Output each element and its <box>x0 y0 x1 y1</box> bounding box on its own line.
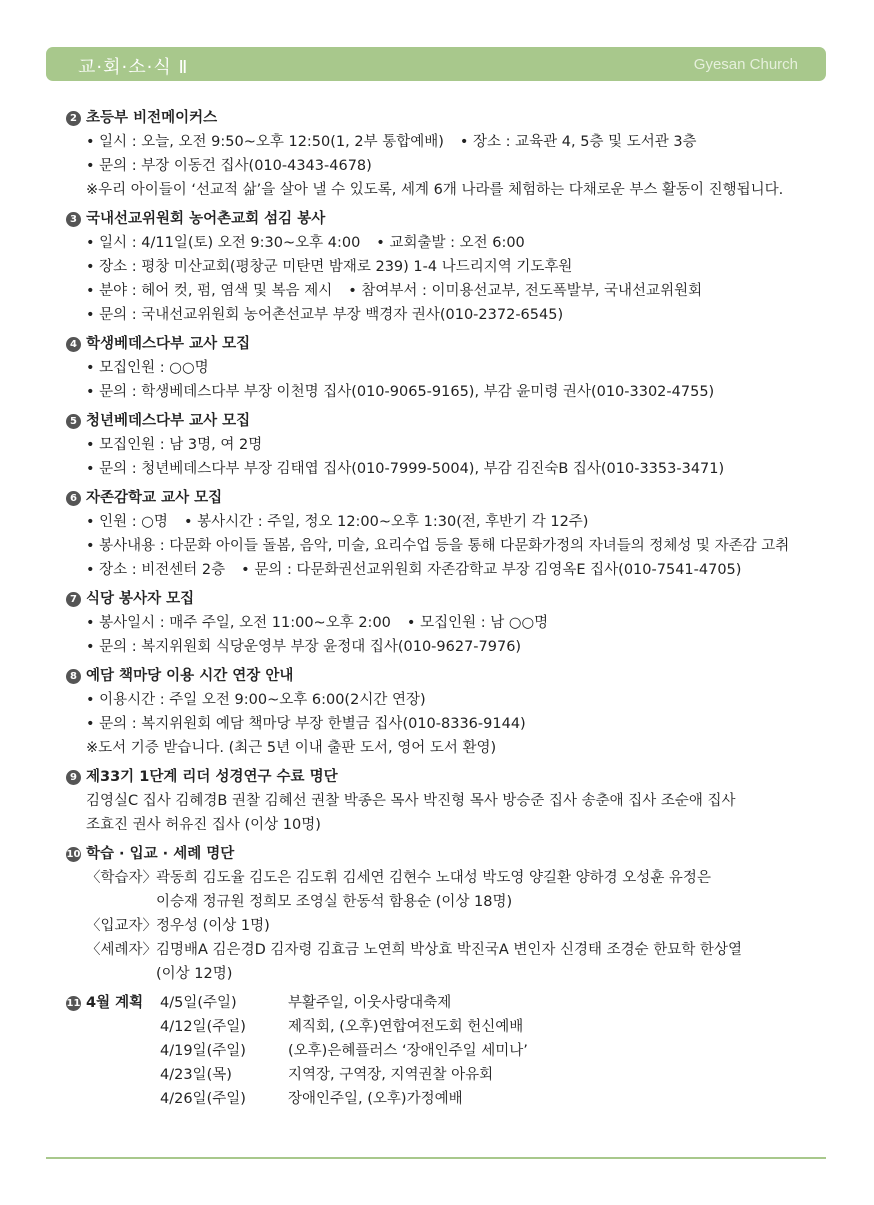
section-line <box>66 558 846 582</box>
section-line <box>66 688 846 712</box>
line-text: 조효진 권사 허유진 집사 (이상 10명) <box>86 817 321 833</box>
section-7 <box>66 587 846 659</box>
section-title: 학습 · 입교 · 세례 명단 <box>86 846 235 862</box>
section-line <box>66 635 846 659</box>
section-4-heading <box>66 332 846 356</box>
section-line <box>66 736 846 760</box>
section-2-heading <box>66 106 846 130</box>
plan-heading-cell <box>66 991 160 1015</box>
section-line <box>66 154 846 178</box>
plan-date: 4/12일(주일) <box>160 1019 246 1035</box>
section-line <box>66 712 846 736</box>
church-name: Gyesan Church <box>693 56 798 73</box>
plan-desc: 부활주일, 이웃사랑대축제 <box>288 995 452 1011</box>
section-line <box>66 255 846 279</box>
line-text: • 문의 : 청년베데스다부 부장 김태엽 집사(010-7999-5004), 부감 김진숙B 집사(010-3353-3471) <box>86 461 725 477</box>
line-text: • 문의 : 복지위원회 예담 책마당 부장 한별금 집사(010-8336-9144) <box>86 716 526 732</box>
news-content <box>66 106 846 1111</box>
section-number-badge: 8 <box>66 669 81 684</box>
section-title: 자존감학교 교사 모집 <box>86 490 223 506</box>
section-3-heading <box>66 207 846 231</box>
plan-row <box>66 1039 846 1063</box>
section-title: 청년베데스다부 교사 모집 <box>86 413 251 429</box>
roster-label: 〈학습자〉 <box>86 870 158 886</box>
section-6 <box>66 486 846 582</box>
section-title: 제33기 1단계 리더 성경연구 수료 명단 <box>86 769 338 785</box>
plan-title: 4월 계획 <box>86 995 144 1011</box>
line-text: • 교회출발 : 오전 6:00 <box>376 235 525 251</box>
section-line <box>66 380 846 404</box>
section-line <box>66 279 846 303</box>
section-title: 식당 봉사자 모집 <box>86 591 195 607</box>
section-8-heading <box>66 664 846 688</box>
line-text: • 인원 : ○명 <box>86 514 168 530</box>
section-7-heading <box>66 587 846 611</box>
section-number-badge: 10 <box>66 848 81 860</box>
plan-row <box>66 1015 846 1039</box>
plan-date: 4/23일(목) <box>160 1067 232 1083</box>
plan-desc: 장애인주일, (오후)가정예배 <box>288 1091 463 1107</box>
line-text: • 장소 : 평창 미산교회(평창군 미탄면 밤재로 239) 1-4 나드리지역 기도후원 <box>86 259 573 275</box>
section-6-heading <box>66 486 846 510</box>
section-line <box>66 178 846 202</box>
line-text: • 모집인원 : 남 3명, 여 2명 <box>86 437 263 453</box>
section-line <box>66 433 846 457</box>
roster-line <box>66 866 846 890</box>
section-line <box>66 130 846 154</box>
plan-heading-cell <box>66 1039 160 1063</box>
line-text: • 문의 : 다문화권선교위원회 자존감학교 부장 김영옥E 집사(010-7541-4705) <box>241 562 742 578</box>
plan-row <box>66 991 846 1015</box>
section-9-heading <box>66 765 846 789</box>
section-line <box>66 231 846 255</box>
page-header <box>46 47 826 81</box>
section-10 <box>66 842 846 986</box>
section-title: 학생베데스다부 교사 모집 <box>86 336 251 352</box>
section-number-badge: 9 <box>66 770 81 785</box>
section-8 <box>66 664 846 760</box>
line-text: • 모집인원 : 남 ○○명 <box>406 615 549 631</box>
plan-heading-cell <box>66 1015 160 1039</box>
section-4 <box>66 332 846 404</box>
plan-desc: 제직회, (오후)연합여전도회 헌신예배 <box>288 1019 524 1035</box>
plan-date: 4/19일(주일) <box>160 1043 246 1059</box>
section-title: 초등부 비전메이커스 <box>86 110 218 126</box>
roster-label: 〈입교자〉 <box>86 918 158 934</box>
section-number-badge: 6 <box>66 491 81 506</box>
section-line <box>66 510 846 534</box>
line-text: • 문의 : 국내선교위원회 농어촌선교부 부장 백경자 권사(010-2372-6545) <box>86 307 564 323</box>
plan-row <box>66 1063 846 1087</box>
section-title: 예담 책마당 이용 시간 연장 안내 <box>86 668 294 684</box>
line-text: • 분야 : 헤어 컷, 펌, 염색 및 복음 제시 <box>86 283 333 299</box>
line-text: • 모집인원 : ○○명 <box>86 360 209 376</box>
plan-heading-cell <box>66 1087 160 1111</box>
line-text: • 이용시간 : 주일 오전 9:00~오후 6:00(2시간 연장) <box>86 692 426 708</box>
line-text: • 참여부서 : 이미용선교부, 전도폭발부, 국내선교위원회 <box>348 283 703 299</box>
section-line <box>66 356 846 380</box>
line-text: • 일시 : 오늘, 오전 9:50~오후 12:50(1, 2부 통합예배) <box>86 134 444 150</box>
section-line <box>66 457 846 481</box>
section-number-badge: 11 <box>66 997 81 1009</box>
section-line <box>66 813 846 837</box>
plan-desc: 지역장, 구역장, 지역권찰 아유회 <box>288 1067 494 1083</box>
plan-desc: (오후)은혜플러스 ‘장애인주일 세미나’ <box>288 1043 528 1059</box>
plan-date: 4/26일(주일) <box>160 1091 246 1107</box>
roster-names: 김명배A 김은경D 김자령 김효금 노연희 박상효 박진국A 변인자 신경태 조경순 한묘학 한상열 <box>156 942 742 958</box>
roster-line <box>66 938 846 962</box>
plan-heading-cell <box>66 1063 160 1087</box>
roster-names: 곽동희 김도율 김도은 김도휘 김세연 김현수 노대성 박도영 양길환 양하경 오성훈 유정은 <box>156 870 711 886</box>
plan-row <box>66 1087 846 1111</box>
plan-date: 4/5일(주일) <box>160 995 237 1011</box>
line-text: • 봉사내용 : 다문화 아이들 돌봄, 음악, 미술, 요리수업 등을 통해 다문화가정의 자녀들의 정체성 및 자존감 고취 <box>86 538 790 554</box>
section-number-badge: 3 <box>66 212 81 227</box>
section-title: 국내선교위원회 농어촌교회 섬김 봉사 <box>86 211 326 227</box>
section-number-badge: 5 <box>66 414 81 429</box>
line-text: ※우리 아이들이 ‘선교적 삶’을 살아 낼 수 있도록, 세계 6개 나라를 체험하는 다채로운 부스 활동이 진행됩니다. <box>86 182 784 198</box>
line-text: • 문의 : 부장 이동건 집사(010-4343-4678) <box>86 158 372 174</box>
line-text: ※도서 기증 받습니다. (최근 5년 이내 출판 도서, 영어 도서 환영) <box>86 740 497 756</box>
footer-divider <box>46 1157 826 1159</box>
section-2 <box>66 106 846 202</box>
line-text: • 문의 : 복지위원회 식당운영부 부장 윤정대 집사(010-9627-7976) <box>86 639 522 655</box>
line-text: • 봉사일시 : 매주 주일, 오전 11:00~오후 2:00 <box>86 615 391 631</box>
line-text: • 일시 : 4/11일(토) 오전 9:30~오후 4:00 <box>86 235 361 251</box>
roster-line <box>66 914 846 938</box>
section-5-heading <box>66 409 846 433</box>
section-line <box>66 789 846 813</box>
section-9 <box>66 765 846 837</box>
section-number-badge: 4 <box>66 337 81 352</box>
roster-names: 이승재 정규원 정희모 조영실 한동석 함용순 (이상 18명) <box>156 894 513 910</box>
line-text: • 봉사시간 : 주일, 정오 12:00~오후 1:30(전, 후반기 각 12주) <box>183 514 589 530</box>
roster-label: 〈세례자〉 <box>86 942 158 958</box>
section-11 <box>66 991 846 1111</box>
section-number-badge: 2 <box>66 111 81 126</box>
section-5 <box>66 409 846 481</box>
line-text: 김영실C 집사 김혜경B 권찰 김혜선 권찰 박종은 목사 박진형 목사 방승준 집사 송춘애 집사 조순애 집사 <box>86 793 736 809</box>
section-line <box>66 534 846 558</box>
section-line <box>66 303 846 327</box>
section-10-heading <box>66 842 846 866</box>
line-text: • 장소 : 비전센터 2층 <box>86 562 226 578</box>
section-line <box>66 611 846 635</box>
header-title: 교·회·소·식 Ⅱ <box>78 57 189 78</box>
roster-line <box>66 962 846 986</box>
line-text: • 문의 : 학생베데스다부 부장 이천명 집사(010-9065-9165), 부감 윤미령 권사(010-3302-4755) <box>86 384 715 400</box>
section-3 <box>66 207 846 327</box>
line-text: • 장소 : 교육관 4, 5층 및 도서관 3층 <box>459 134 697 150</box>
roster-names: (이상 12명) <box>156 966 233 982</box>
roster-line <box>66 890 846 914</box>
section-number-badge: 7 <box>66 592 81 607</box>
roster-names: 정우성 (이상 1명) <box>156 918 270 934</box>
